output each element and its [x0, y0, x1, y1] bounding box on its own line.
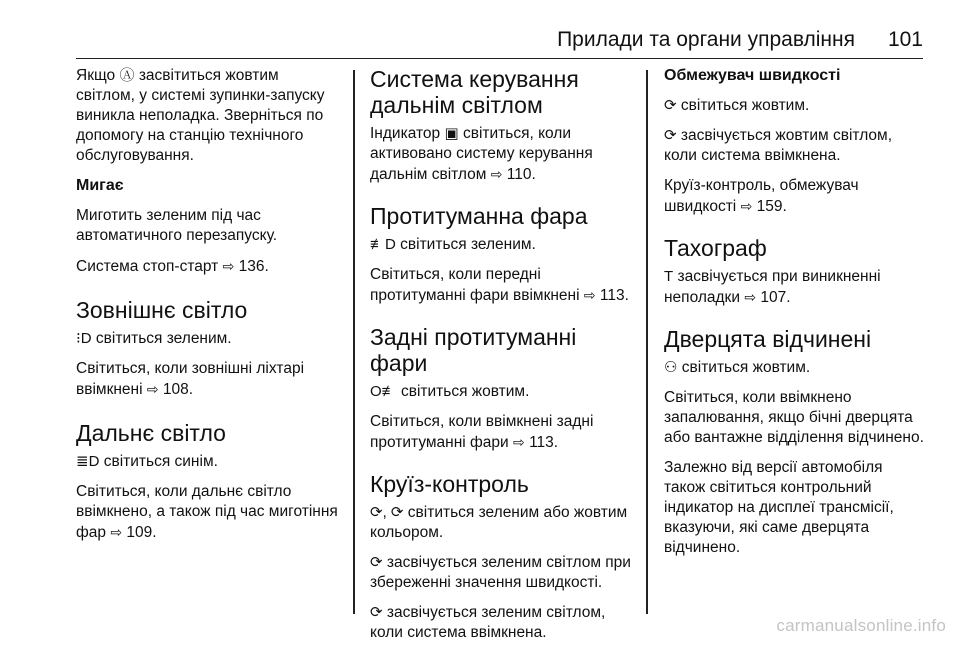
watermark: carmanualsonline.info — [776, 616, 946, 635]
section-title-highbeam-control: Система керування дальнім світлом — [370, 66, 579, 118]
startstop-ref: Система стоп-старт ⇨ 136. — [76, 258, 269, 275]
section-title-highbeam: Дальнє світло — [76, 420, 226, 446]
highbeam-control-text: Індикатор ▣ світиться, коли активовано систему керування дальнім світлом ⇨ 110. — [370, 125, 593, 183]
highbeam-indicator: ≣D світиться синім. — [76, 453, 218, 470]
page-ref-arrow-icon: ⇨ — [744, 289, 757, 305]
rear-fog-indicator: O≢ світиться жовтим. — [370, 383, 530, 400]
page-ref-arrow-icon: ⇨ — [583, 287, 596, 303]
high-beam-icon: ≣D — [76, 453, 100, 470]
column-divider — [353, 70, 355, 614]
cruise-text-2: ⟳ засвічується зеленим світлом, коли система ввімкнена. — [370, 604, 606, 641]
section-title-doors: Дверцята відчинені — [664, 326, 872, 352]
page-ref-arrow-icon: ⇨ — [513, 434, 525, 450]
page-ref-arrow-icon: ⇨ — [146, 381, 159, 397]
door-open-icon: ⚇ — [664, 359, 678, 376]
column-1 — [76, 66, 338, 553]
section-title-rear-fog: Задні протитуманні фари — [370, 324, 577, 376]
fog-indicator: ≢D світиться зеленим. — [370, 236, 536, 253]
high-beam-assist-icon: ▣ — [444, 125, 459, 142]
cruise-control-icon: ⟳ — [370, 604, 383, 621]
blink-text: Миготить зеленим під час автоматичного перезапуску. — [76, 207, 278, 244]
cruise-control-icon: ⟳, ⟳ — [370, 504, 404, 521]
tachograph-icon: T — [664, 268, 674, 285]
section-title-fog: Протитуманна фара — [370, 203, 588, 229]
limiter-text-2: ⟳ засвічується жовтим світлом, коли система ввімкнена. — [664, 127, 892, 164]
doors-indicator: ⚇ світиться жовтим. — [664, 359, 811, 376]
page-ref-arrow-icon: ⇨ — [110, 524, 123, 540]
speed-limiter-icon: ⟳ — [664, 127, 677, 144]
column-2 — [370, 66, 632, 653]
limiter-text-1: ⟳ світиться жовтим. — [664, 97, 810, 114]
page-ref-arrow-icon: ⇨ — [222, 258, 235, 274]
section-title-tacho: Тахограф — [664, 235, 767, 261]
page-ref-arrow-icon: ⇨ — [740, 198, 753, 214]
cruise-indicator: ⟳, ⟳ світиться зеленим або жовтим кольором. — [370, 504, 628, 541]
page-header — [76, 22, 923, 59]
cruise-control-icon: ⟳ — [370, 554, 383, 571]
speed-limiter-icon: ⟳ — [664, 97, 677, 114]
front-fog-icon: ≢D — [370, 236, 396, 253]
rear-fog-text: Світиться, коли ввімкнені задні протитуманні фари ⇨ 113. — [370, 413, 594, 451]
stop-start-fault-text: Якщо Ⓐ засвітиться жовтим світлом, у системі зупинки-запуску виникла неполадка. Зверніться по допомогу на станцію технічного обслуговування. — [76, 67, 325, 164]
fog-text: Світиться, коли передні протитуманні фари ввімкнені ⇨ 113. — [370, 266, 629, 304]
exterior-indicator: ⁝D світиться зеленим. — [76, 330, 232, 347]
tacho-text: T засвічується при виникненні неполадки ⇨ 107. — [664, 268, 881, 306]
exterior-light-icon: ⁝D — [76, 330, 92, 347]
section-title-exterior: Зовнішнє світло — [76, 297, 248, 323]
header-title: Прилади та органи управління — [557, 28, 855, 51]
limiter-ref: Круїз-контроль, обмежувач швидкості ⇨ 159. — [664, 177, 859, 215]
auto-stop-icon: Ⓐ — [119, 67, 135, 84]
page-number: 101 — [887, 28, 923, 51]
rear-fog-icon: O≢ — [370, 383, 397, 400]
doors-text-1: Світиться, коли ввімкнено запалювання, якщо бічні дверцята або вантажне відділення відчинено. — [664, 389, 924, 446]
column-divider — [646, 70, 648, 614]
column-3 — [664, 66, 926, 568]
doors-text-2: Залежно від версії автомобіля також світиться контрольний індикатор на дисплеї трансмісії, вказуючи, які саме дверцята відчинено. — [664, 459, 894, 556]
page-ref-arrow-icon: ⇨ — [490, 166, 503, 182]
cruise-text-1: ⟳ засвічується зеленим світлом при збереженні значення швидкості. — [370, 554, 631, 591]
section-title-cruise: Круїз-контроль — [370, 471, 529, 497]
section-title-blink: Мигає — [76, 177, 124, 194]
exterior-text: Світиться, коли зовнішні ліхтарі ввімкнені ⇨ 108. — [76, 360, 305, 398]
highbeam-text: Світиться, коли дальнє світло ввімкнено, а також під час миготіння фар ⇨ 109. — [76, 483, 338, 541]
section-title-limiter: Обмежувач швидкості — [664, 67, 841, 84]
